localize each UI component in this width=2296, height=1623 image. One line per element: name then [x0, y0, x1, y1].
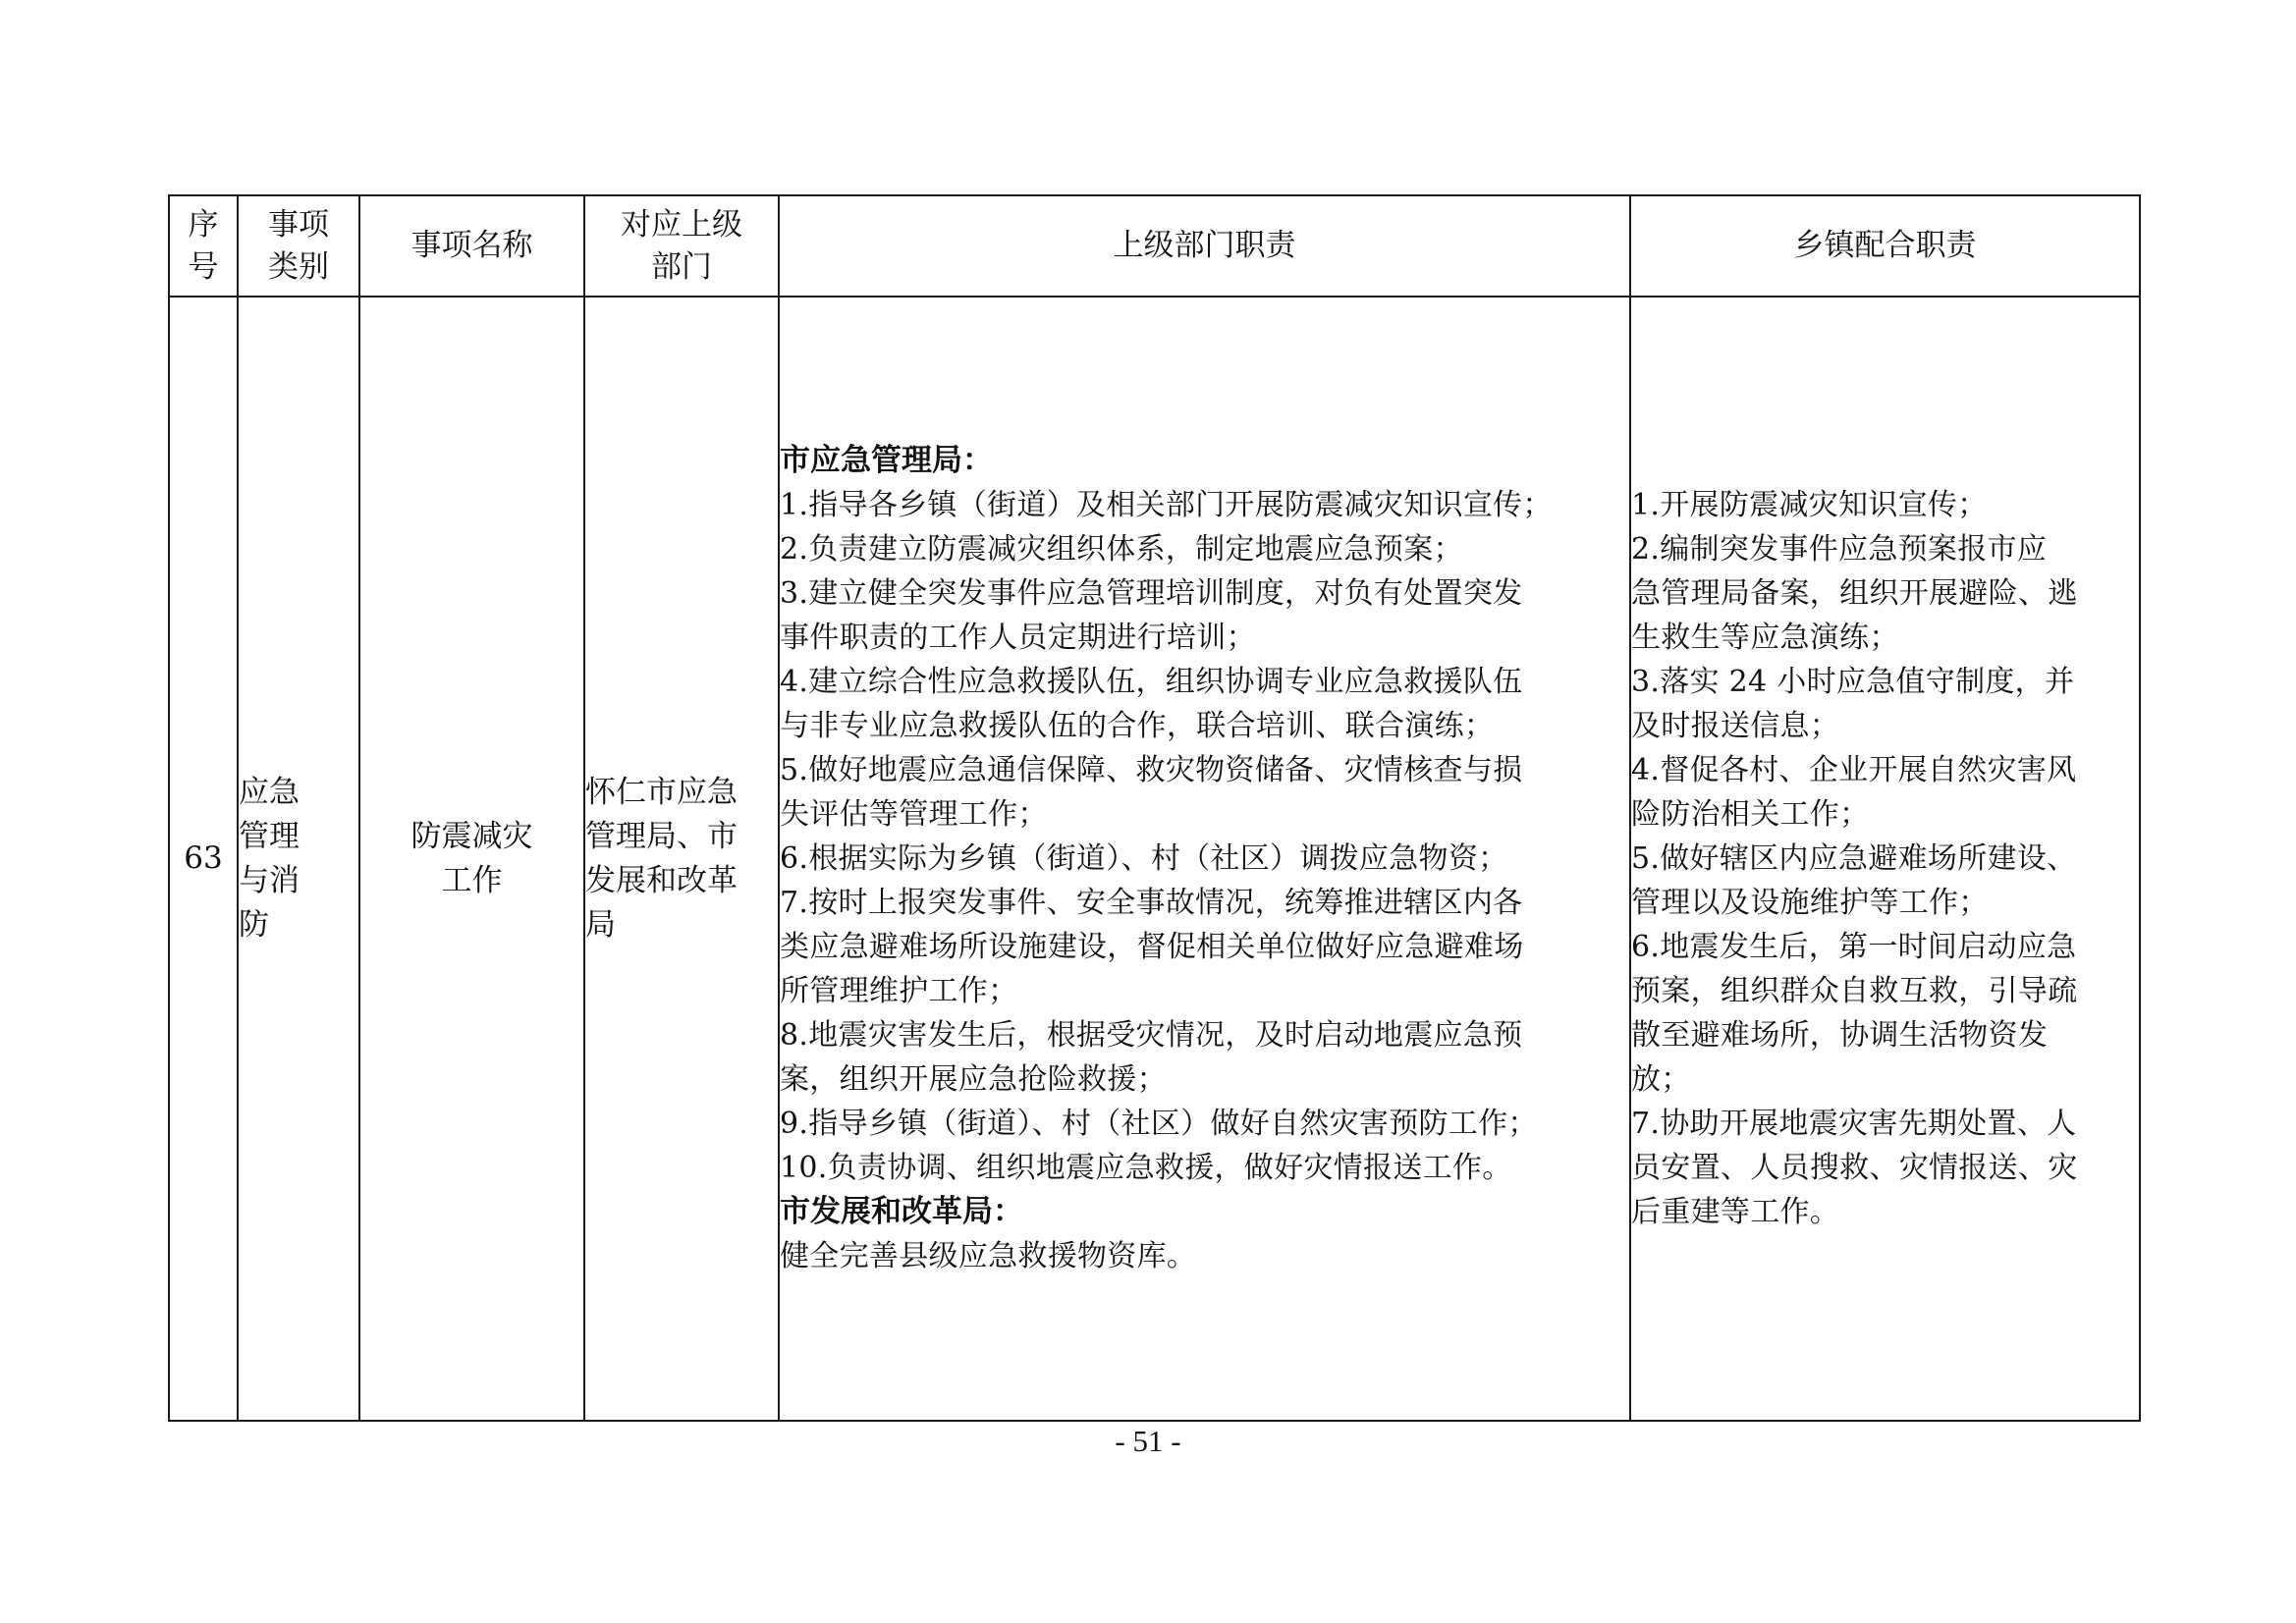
duty-line: 所管理维护工作；: [780, 974, 1018, 1008]
town-duty-line: 及时报送信息；: [1631, 709, 1840, 743]
town-duty-line: 生救生等应急演练；: [1631, 621, 1899, 655]
duty-line: 2.负责建立防震减灾组织体系，制定地震应急预案；: [780, 532, 1463, 567]
town-duty-line: 员安置、人员搜救、灾情报送、灾: [1631, 1151, 2078, 1185]
duty-line: 事件职责的工作人员定期进行培训；: [780, 621, 1256, 655]
town-duty-line: 5.做好辖区内应急避难场所建设、: [1631, 841, 2077, 876]
town-duty-line: 管理以及设施维护等工作；: [1631, 886, 1989, 920]
header-township-duties: 乡镇配合职责: [1630, 195, 2140, 297]
cell-township-duties: [1630, 297, 2140, 1421]
town-duty-line: 3.落实 24 小时应急值守制度，并: [1631, 665, 2075, 699]
category-line: 防: [239, 906, 269, 943]
cell-item-name: [359, 297, 584, 1421]
header-superior-duties: 上级部门职责: [779, 195, 1630, 297]
duty-line: 6.根据实际为乡镇（街道）、村（社区）调拨应急物资；: [780, 841, 1508, 876]
duty-line: 3.建立健全突发事件应急管理培训制度，对负有处置突发: [780, 576, 1523, 611]
dept-line: 怀仁市应急: [585, 774, 738, 810]
header-item-name: 事项名称: [359, 195, 584, 297]
town-duty-line: 6.地震发生后，第一时间启动应急: [1631, 930, 2077, 964]
duty-line: 健全完善县级应急救援物资库。: [780, 1239, 1197, 1273]
cell-superior-duties: [779, 297, 1630, 1421]
town-duty-line: 1.开展防震减灾知识宣传；: [1631, 488, 1988, 522]
duty-line: 5.做好地震应急通信保障、救灾物资储备、灾情核查与损: [780, 753, 1523, 787]
dept-line: 发展和改革: [585, 862, 738, 898]
town-duty-line: 2.编制突发事件应急预案报市应: [1631, 532, 2048, 567]
duty-line: 类应急避难场所设施建设，督促相关单位做好应急避难场: [780, 930, 1524, 964]
org-heading-development-reform-bureau: 市发展和改革局：: [780, 1194, 1023, 1229]
header-superior-department: [584, 195, 779, 297]
item-name-line: 防震减灾: [410, 818, 533, 854]
town-duty-line: 预案，组织群众自救互救，引导疏: [1631, 974, 2078, 1008]
page-number: - 51 -: [1115, 1424, 1181, 1458]
category-line: 应急: [239, 774, 300, 810]
header-item-category: [238, 195, 359, 297]
cell-item-category: [238, 297, 359, 1421]
town-duty-line: 放；: [1631, 1062, 1691, 1097]
duty-line: 8.地震灾害发生后，根据受灾情况，及时启动地震应急预: [780, 1018, 1523, 1053]
category-line: 与消: [239, 862, 300, 898]
dept-line: 局: [585, 906, 616, 943]
header-category-line: 事项: [268, 206, 329, 243]
item-name-line: 工作: [441, 862, 503, 898]
cell-serial-number: 63: [169, 297, 238, 1421]
duty-line: 4.建立综合性应急救援队伍，组织协调专业应急救援队伍: [780, 665, 1523, 699]
cell-superior-department: [584, 297, 779, 1421]
duty-line: 9.指导乡镇（街道）、村（社区）做好自然灾害预防工作；: [780, 1107, 1538, 1141]
town-duty-line: 急管理局备案，组织开展避险、逃: [1631, 576, 2078, 611]
duty-line: 与非专业应急救援队伍的合作，联合培训、联合演练；: [780, 709, 1495, 743]
town-duty-line: 4.督促各村、企业开展自然灾害风: [1631, 753, 2077, 787]
town-duty-line: 险防治相关工作；: [1631, 797, 1870, 832]
town-duty-line: 7.协助开展地震灾害先期处置、人: [1631, 1107, 2077, 1141]
header-serial-line: 序: [188, 206, 219, 243]
header-serial-line: 号: [188, 248, 219, 285]
duty-line: 1.指导各乡镇（街道）及相关部门开展防震减灾知识宣传；: [780, 488, 1553, 522]
duty-line: 10.负责协调、组织地震应急救援，做好灾情报送工作。: [780, 1151, 1512, 1185]
responsibility-table: [168, 194, 2141, 1422]
duty-line: 7.按时上报突发事件、安全事故情况，统筹推进辖区内各: [780, 886, 1523, 920]
category-line: 管理: [239, 818, 300, 854]
table-row: [169, 297, 2140, 1421]
town-duty-line: 后重建等工作。: [1631, 1195, 1840, 1229]
duty-line: 失评估等管理工作；: [780, 797, 1048, 832]
org-heading-emergency-bureau: 市应急管理局：: [780, 443, 993, 478]
header-category-line: 类别: [268, 248, 329, 285]
header-serial-number: [169, 195, 238, 297]
dept-line: 管理局、市: [585, 818, 738, 854]
town-duty-line: 散至避难场所，协调生活物资发: [1631, 1018, 2049, 1053]
table-header-row: [169, 195, 2140, 297]
duty-line: 案，组织开展应急抢险救援；: [780, 1062, 1167, 1097]
header-dept-line: 部门: [651, 248, 712, 285]
header-dept-line: 对应上级: [621, 206, 742, 243]
